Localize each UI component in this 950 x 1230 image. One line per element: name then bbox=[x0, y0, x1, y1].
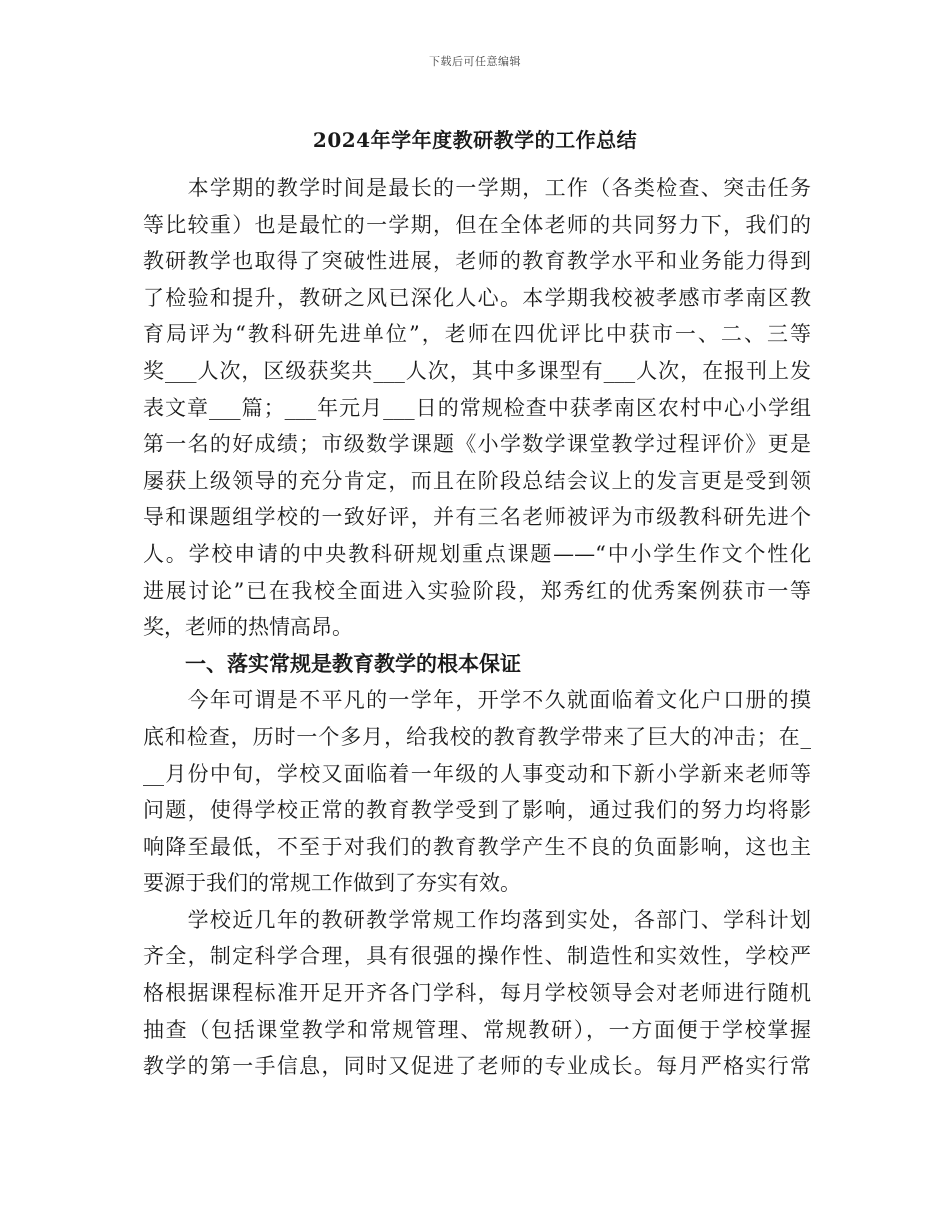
paragraph-line: 底和检查，历时一个多月，给我校的教育教学带来了巨大的冲击；在_ bbox=[143, 724, 811, 749]
paragraph-line: 学校近几年的教研教学常规工作均落到实处，各部门、学科计划 bbox=[143, 907, 811, 932]
paragraph-line: 抽查（包括课堂教学和常规管理、常规教研），一方面便于学校掌握 bbox=[143, 1017, 811, 1042]
page-header-note: 下载后可任意编辑 bbox=[429, 55, 521, 68]
document-title: 2024年学年度教研教学的工作总结 bbox=[312, 128, 638, 152]
paragraph-line: 等比较重）也是最忙的一学期，但在全体老师的共同努力下，我们的 bbox=[143, 212, 811, 237]
paragraph-line: 屡获上级领导的充分肯定，而且在阶段总结会议上的发言更是受到领 bbox=[143, 468, 811, 493]
paragraph-line: 要源于我们的常规工作做到了夯实有效。 bbox=[143, 871, 521, 896]
paragraph-line: 进展讨论”已在我校全面进入实验阶段，郑秀红的优秀案例获市一等 bbox=[143, 578, 811, 603]
paragraph-line: 第一名的好成绩；市级数学课题《小学数学课堂教学过程评价》更是 bbox=[143, 432, 811, 457]
paragraph-line: 奖，老师的热情高昂。 bbox=[143, 615, 353, 640]
paragraph-line: 格根据课程标准开足开齐各门学科，每月学校领导会对老师进行随机 bbox=[143, 981, 811, 1006]
paragraph-line: 今年可谓是不平凡的一学年，开学不久就面临着文化户口册的摸 bbox=[143, 688, 811, 713]
paragraph-line: 表文章___篇；___年元月___日的常规检查中获孝南区农村中心小学组 bbox=[143, 395, 811, 420]
paragraph-line: 导和课题组学校的一致好评，并有三名老师被评为市级教科研先进个 bbox=[143, 505, 811, 530]
paragraph-line: __月份中旬，学校又面临着一年级的人事变动和下新小学新来老师等 bbox=[143, 761, 811, 786]
paragraph-line: 响降至最低，不至于对我们的教育教学产生不良的负面影响，这也主 bbox=[143, 834, 811, 859]
paragraph-line: 教学的第一手信息，同时又促进了老师的专业成长。每月严格实行常 bbox=[143, 1054, 811, 1079]
paragraph-line: 人。学校申请的中央教科研规划重点课题——“中小学生作文个性化 bbox=[143, 541, 811, 566]
section-heading: 一、落实常规是教育教学的根本保证 bbox=[185, 650, 521, 676]
paragraph-line: 奖___人次，区级获奖共___人次，其中多课型有___人次，在报刊上发 bbox=[143, 358, 811, 383]
document-body bbox=[143, 170, 811, 1085]
paragraph-line: 了检验和提升，教研之风已深化人心。本学期我校被孝感市孝南区教 bbox=[143, 285, 811, 310]
paragraph-line: 齐全，制定科学合理，具有很强的操作性、制造性和实效性，学校严 bbox=[143, 944, 811, 969]
paragraph-line: 育局评为“教科研先进单位”，老师在四优评比中获市一、二、三等 bbox=[143, 322, 811, 347]
paragraph-line: 问题，使得学校正常的教育教学受到了影响，通过我们的努力均将影 bbox=[143, 798, 811, 823]
paragraph-line: 本学期的教学时间是最长的一学期，工作（各类检查、突击任务 bbox=[143, 176, 811, 200]
paragraph-line: 教研教学也取得了突破性进展，老师的教育教学水平和业务能力得到 bbox=[143, 249, 811, 274]
